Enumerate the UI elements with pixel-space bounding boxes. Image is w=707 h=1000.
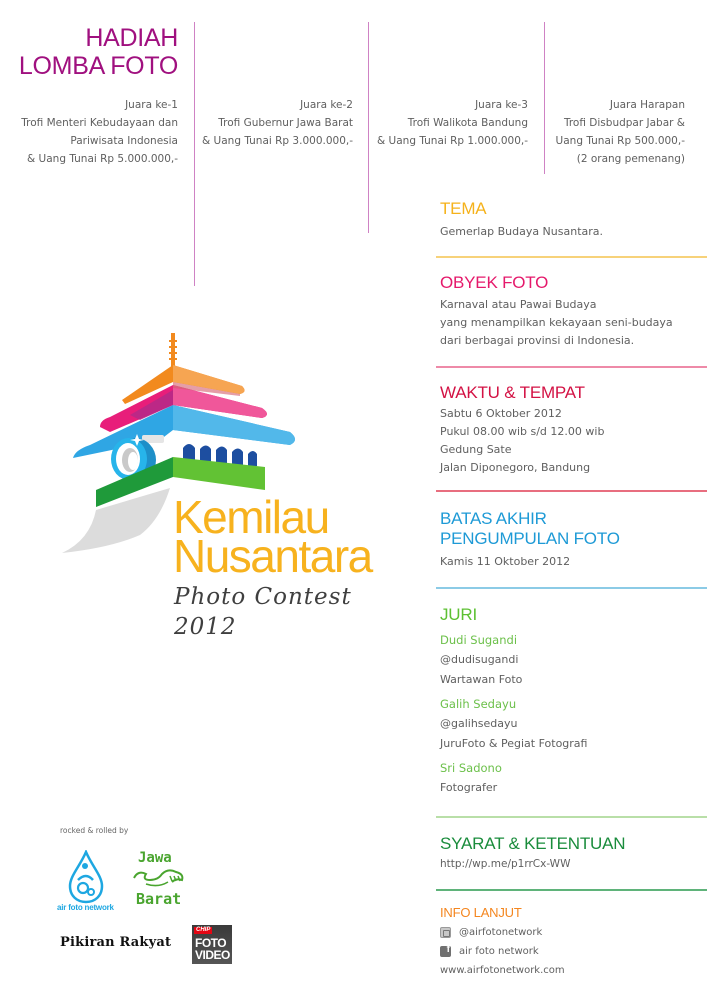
section-body: Gemerlap Budaya Nusantara. xyxy=(440,225,604,238)
divider xyxy=(436,816,707,818)
section-batas-akhir xyxy=(440,509,707,571)
prize-line: Uang Tunai Rp 500.000,- xyxy=(555,135,685,147)
prize-line: & Uang Tunai Rp 1.000.000,- xyxy=(377,135,528,147)
jawa-barat-emblem-icon xyxy=(132,866,188,890)
body-line: Gedung Sate xyxy=(440,443,512,456)
section-juri xyxy=(440,605,707,798)
section-syarat xyxy=(440,834,707,873)
prize-line: Trofi Walikota Bandung xyxy=(407,117,528,129)
section-body xyxy=(440,296,707,350)
logo-word-kemilau: Kemilau xyxy=(173,491,329,543)
divider xyxy=(436,366,707,368)
sponsor-caption: rocked & rolled by xyxy=(60,826,129,835)
facebook-icon xyxy=(440,946,451,957)
section-info-lanjut xyxy=(440,905,707,980)
body-line: Karnaval atau Pawai Budaya xyxy=(440,298,597,311)
judge-name: Sri Sadono xyxy=(440,761,502,775)
info-website[interactable] xyxy=(440,961,707,980)
section-title-line1: BATAS AKHIR xyxy=(440,509,547,528)
section-title: TEMA xyxy=(440,199,487,218)
section-obyek-foto xyxy=(440,273,707,350)
divider-vertical xyxy=(544,22,545,174)
judge-name: Galih Sedayu xyxy=(440,697,517,711)
prize-line: Trofi Menteri Kebudayaan dan xyxy=(21,117,178,129)
air-foto-network-logo-icon xyxy=(66,850,106,904)
logo-word-nusantara: Nusantara xyxy=(173,530,372,582)
prize-line: & Uang Tunai Rp 5.000.000,- xyxy=(27,153,178,165)
body-line: dari berbagai provinsi di Indonesia. xyxy=(440,334,635,347)
divider xyxy=(436,490,707,492)
chip-foto-video-logo xyxy=(192,925,232,964)
pikiran-rakyat-logo: Pikiran Rakyat xyxy=(60,935,172,950)
section-title: SYARAT & KETENTUAN xyxy=(440,834,626,853)
body-line: Sabtu 6 Oktober 2012 xyxy=(440,407,562,420)
chip-line1: FOTO xyxy=(195,936,227,950)
section-body xyxy=(440,405,707,477)
judge-role: Wartawan Foto xyxy=(440,673,523,686)
prize-rank: Juara ke-2 xyxy=(300,99,353,111)
prize-rank: Juara ke-1 xyxy=(125,99,178,111)
body-line: Jalan Diponegoro, Bandung xyxy=(440,461,591,474)
logo-year: 2012 xyxy=(174,614,237,640)
section-title: OBYEK FOTO xyxy=(440,273,549,292)
prize-rank: Juara Harapan xyxy=(609,99,685,111)
chip-line2: VIDEO xyxy=(195,948,230,962)
section-tema xyxy=(440,199,707,241)
divider xyxy=(436,587,707,589)
syarat-link[interactable]: http://wp.me/p1rrCx-WW xyxy=(440,858,571,870)
chip-tag: CHIP xyxy=(196,927,211,933)
twitter-handle: @airfotonetwork xyxy=(459,927,543,938)
section-body: Kamis 11 Oktober 2012 xyxy=(440,555,571,568)
judge-name: Dudi Sugandi xyxy=(440,633,518,647)
judge-handle: @dudisugandi xyxy=(440,653,519,666)
divider xyxy=(436,256,707,258)
twitter-icon xyxy=(440,927,451,938)
logo-subtitle: Photo Contest xyxy=(174,584,352,610)
prize-honorable xyxy=(556,96,685,168)
info-twitter[interactable] xyxy=(440,923,707,942)
prize-title-line1: HADIAH xyxy=(85,24,178,52)
body-line: yang menampilkan kekayaan seni-budaya xyxy=(440,316,673,329)
prize-rank: Juara ke-3 xyxy=(475,99,528,111)
jawa-barat-line2: Barat xyxy=(136,890,182,908)
air-foto-network-label: air foto network xyxy=(57,903,114,912)
prize-title-line2: LOMBA FOTO xyxy=(18,52,178,80)
prize-line: Trofi Gubernur Jawa Barat xyxy=(218,117,353,129)
judge-role: JuruFoto & Pegiat Fotografi xyxy=(440,737,588,750)
prize-line: Pariwisata Indonesia xyxy=(70,135,178,147)
info-facebook[interactable] xyxy=(440,942,707,961)
section-waktu-tempat xyxy=(440,383,707,477)
judge-handle: @galihsedayu xyxy=(440,717,518,730)
facebook-page: air foto network xyxy=(459,946,539,957)
body-line: Pukul 08.00 wib s/d 12.00 wib xyxy=(440,425,605,438)
judge-list xyxy=(440,630,707,798)
jawa-barat-line1: Jawa xyxy=(138,850,172,866)
section-title: WAKTU & TEMPAT xyxy=(440,383,585,402)
website-link: www.airfotonetwork.com xyxy=(440,965,565,976)
section-title: INFO LANJUT xyxy=(440,905,522,920)
prize-line: & Uang Tunai Rp 3.000.000,- xyxy=(202,135,353,147)
prize-line: (2 orang pemenang) xyxy=(576,153,685,165)
prize-line: Trofi Disbudpar Jabar & xyxy=(563,117,685,129)
divider xyxy=(436,889,707,891)
info-list xyxy=(440,923,707,980)
section-title-line2: PENGUMPULAN FOTO xyxy=(440,529,620,548)
section-title: JURI xyxy=(440,605,477,624)
judge-role: Fotografer xyxy=(440,781,498,794)
